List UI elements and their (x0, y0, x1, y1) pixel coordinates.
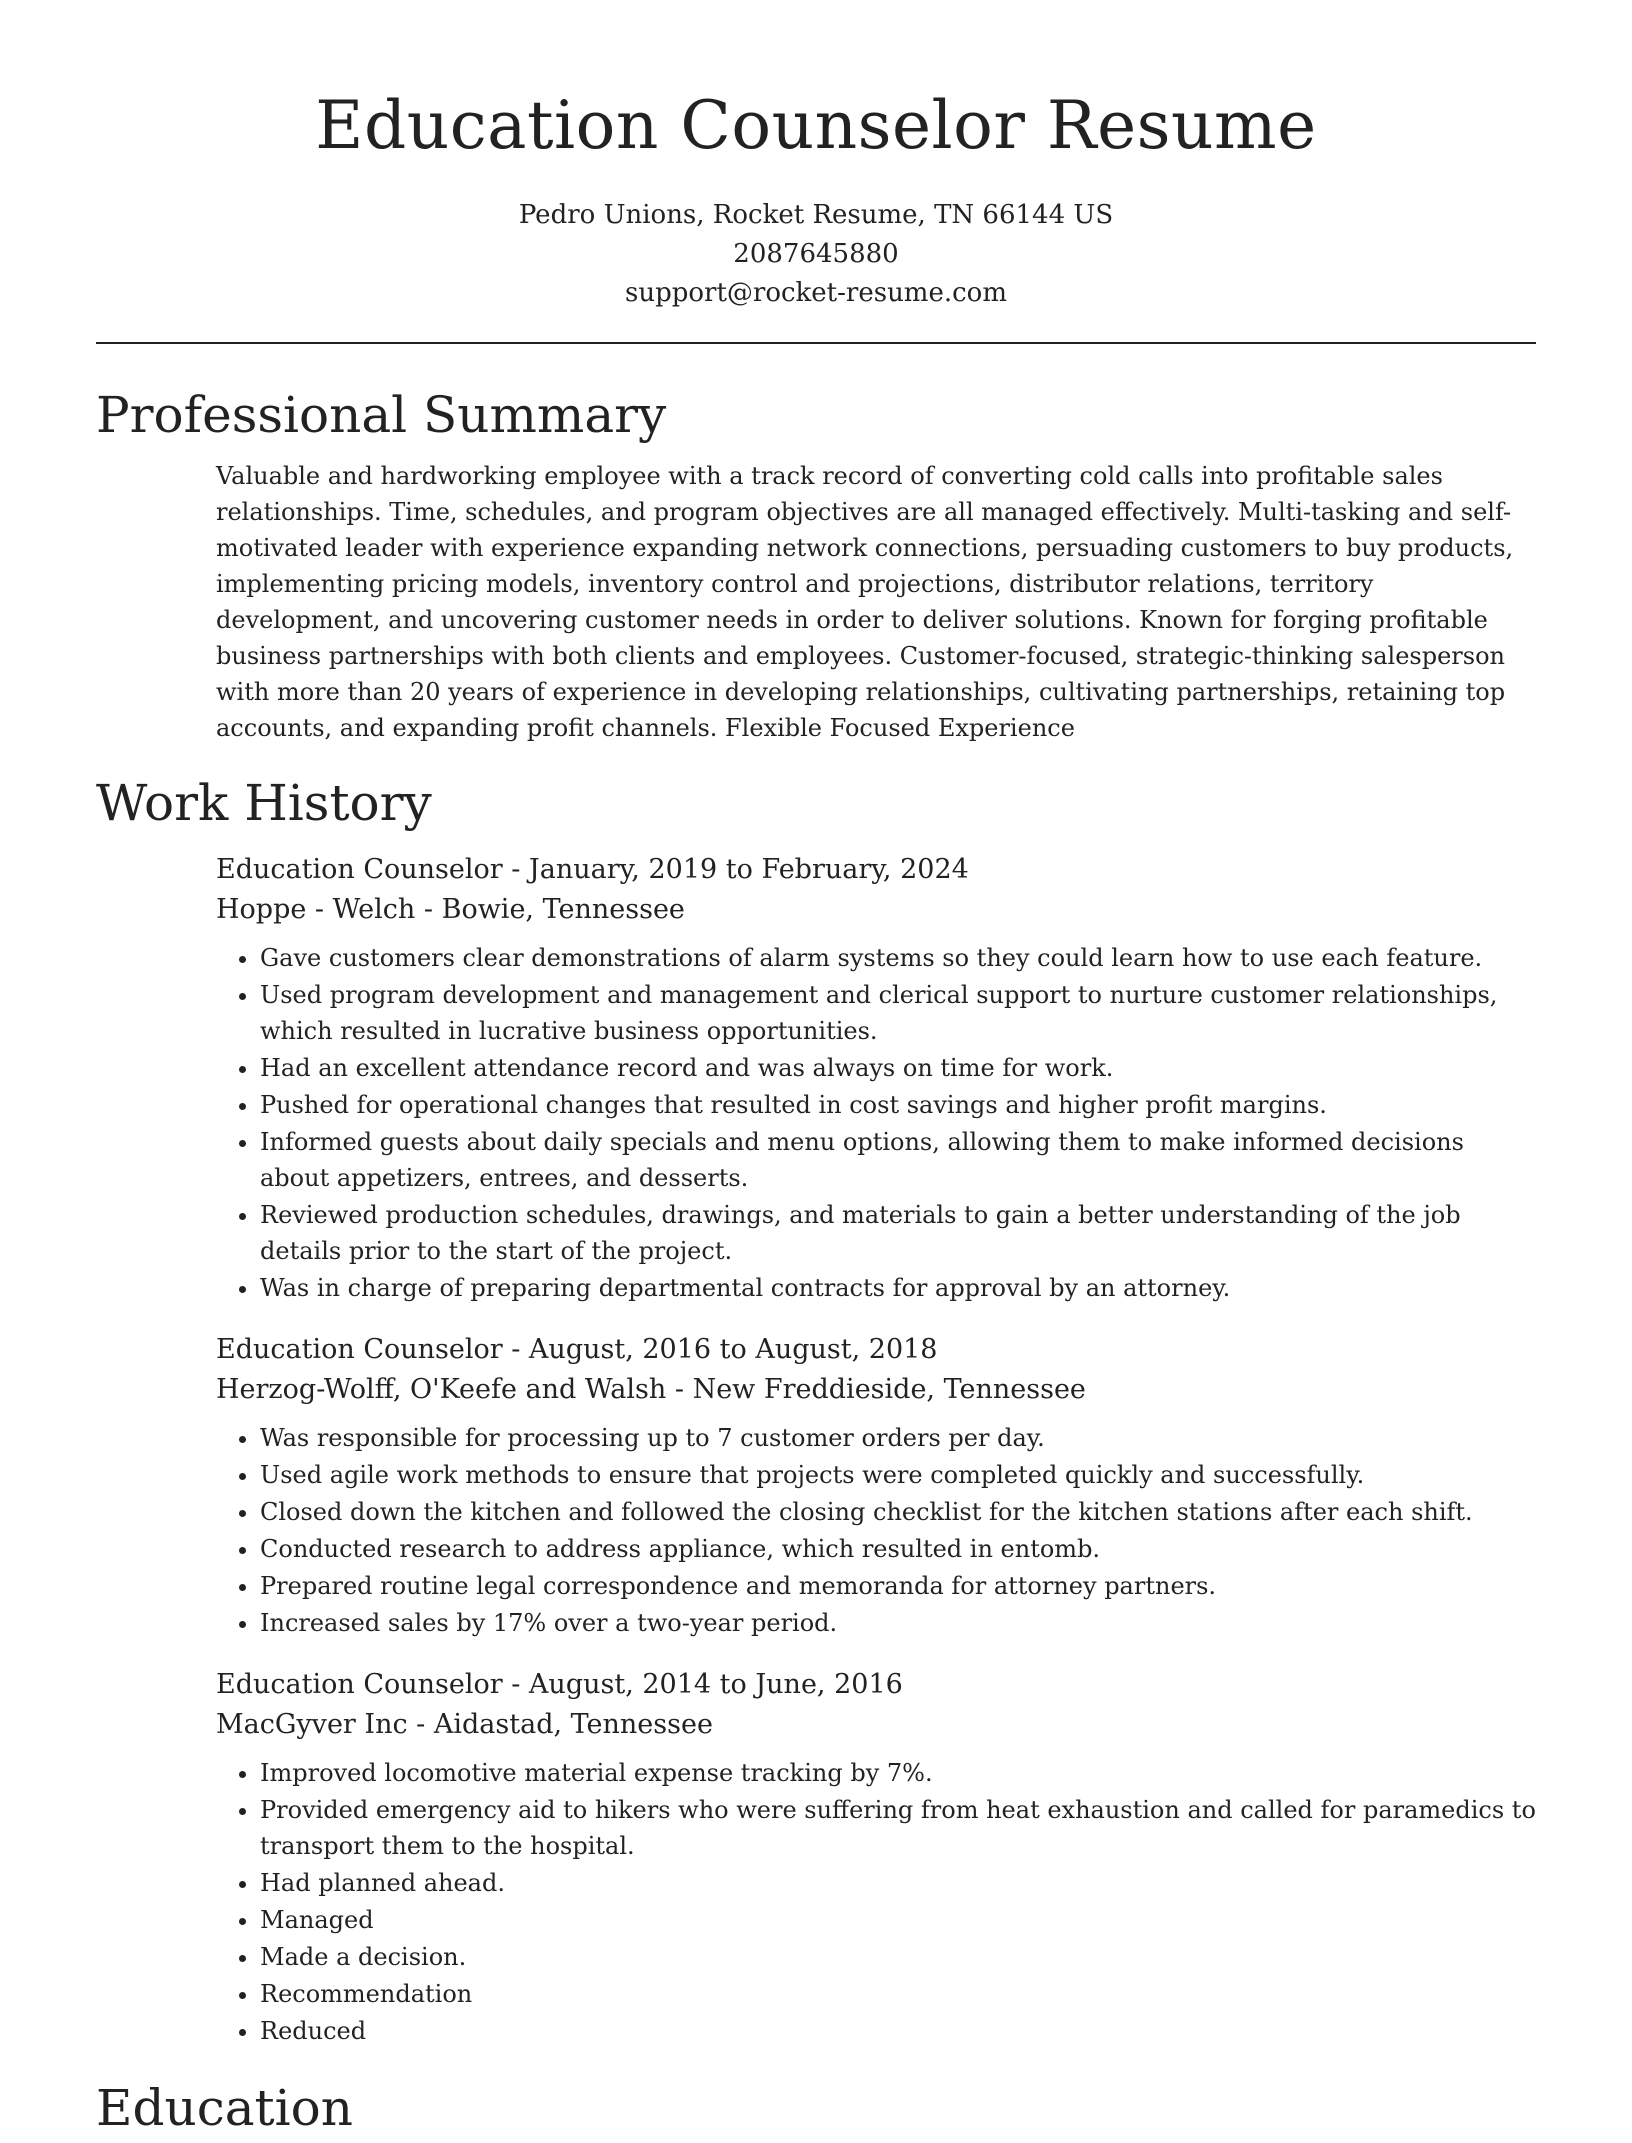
work-history-section (96, 768, 1536, 2049)
job-company-line: MacGyver Inc - Aidastad, Tennessee (216, 1709, 713, 1740)
job-company-line: Herzog-Wolff, O'Keefe and Walsh - New Freddieside, Tennessee (216, 1374, 1086, 1405)
job-entry (216, 1665, 1536, 2049)
job-title-line: Education Counselor - August, 2016 to August, 2018 (216, 1334, 938, 1365)
job-title-line: Education Counselor - August, 2014 to June, 2016 (216, 1669, 903, 1700)
job-bullet: • Reviewed production schedules, drawings, and materials to gain a better understanding of the job details prior to the start of the project. (260, 1197, 1536, 1269)
job-list (96, 850, 1536, 2049)
job-bullet: • Prepared routine legal correspondence and memoranda for attorney partners. (260, 1568, 1536, 1604)
header-divider (96, 342, 1536, 344)
contact-address: Pedro Unions, Rocket Resume, TN 66144 US (518, 200, 1114, 230)
job-bullet: • Increased sales by 17% over a two-year period. (260, 1605, 1536, 1641)
summary-text: Valuable and hardworking employee with a track record of converting cold calls into profitable sales relationships. Time, schedules, and program objectives are all managed effectively. Multi-tasking and self-motivated leader with experience expanding network connections, persuading customers to buy products, implementing pricing models, inventory control and projections, distributor relations, territory development, and uncovering customer needs in order to deliver solutions. Known for forging profitable business partnerships with both clients and employees. Customer-focused, strategic-thinking salesperson with more than 20 years of experience in developing relationships, cultivating partnerships, retaining top accounts, and expanding profit channels. Flexible Focused Experience (216, 462, 1514, 742)
job-bullet: • Reduced (260, 2013, 1536, 2049)
education-section (96, 2073, 1536, 2143)
job-entry (216, 1330, 1536, 1641)
job-bullet: • Conducted research to address appliance, which resulted in entomb. (260, 1531, 1536, 1567)
contact-email: support@rocket-resume.com (624, 278, 1007, 308)
job-entry (216, 850, 1536, 1306)
job-bullet: • Gave customers clear demonstrations of alarm systems so they could learn how to use each feature. (260, 940, 1536, 976)
contact-phone: 2087645880 (733, 239, 899, 269)
resume-body (96, 380, 1536, 2143)
work-history-heading: Work History (96, 774, 432, 832)
job-bullet-list (216, 940, 1536, 1306)
job-bullet: • Managed (260, 1902, 1536, 1938)
job-bullet: • Was in charge of preparing departmental contracts for approval by an attorney. (260, 1270, 1536, 1306)
education-heading: Education (96, 2079, 353, 2137)
job-bullet: • Made a decision. (260, 1939, 1536, 1975)
job-bullet: • Used program development and management and clerical support to nurture customer relationships, which resulted in lucrative business opportunities. (260, 977, 1536, 1049)
job-bullet-list (216, 1755, 1536, 2049)
job-bullet: • Used agile work methods to ensure that projects were completed quickly and successfully. (260, 1457, 1536, 1493)
summary-heading: Professional Summary (96, 386, 667, 444)
job-bullet: • Improved locomotive material expense tracking by 7%. (260, 1755, 1536, 1791)
resume-title: Education Counselor Resume (315, 87, 1317, 164)
job-bullet: • Closed down the kitchen and followed the closing checklist for the kitchen stations after each shift. (260, 1494, 1536, 1530)
contact-block (0, 196, 1632, 313)
job-bullet: • Recommendation (260, 1976, 1536, 2012)
job-company-line: Hoppe - Welch - Bowie, Tennessee (216, 894, 685, 925)
job-bullet: • Informed guests about daily specials and menu options, allowing them to make informed decisions about appetizers, entrees, and desserts. (260, 1124, 1536, 1196)
job-bullet: • Provided emergency aid to hikers who were suffering from heat exhaustion and called for paramedics to transport them to the hospital. (260, 1792, 1536, 1864)
job-bullet: • Was responsible for processing up to 7 customer orders per day. (260, 1420, 1536, 1456)
summary-section (96, 380, 1536, 746)
resume-header (0, 0, 1632, 313)
job-bullet-list (216, 1420, 1536, 1641)
job-title-line: Education Counselor - January, 2019 to February, 2024 (216, 854, 969, 885)
job-bullet: • Pushed for operational changes that resulted in cost savings and higher profit margins. (260, 1087, 1536, 1123)
job-bullet: • Had an excellent attendance record and was always on time for work. (260, 1050, 1536, 1086)
job-bullet: • Had planned ahead. (260, 1865, 1536, 1901)
